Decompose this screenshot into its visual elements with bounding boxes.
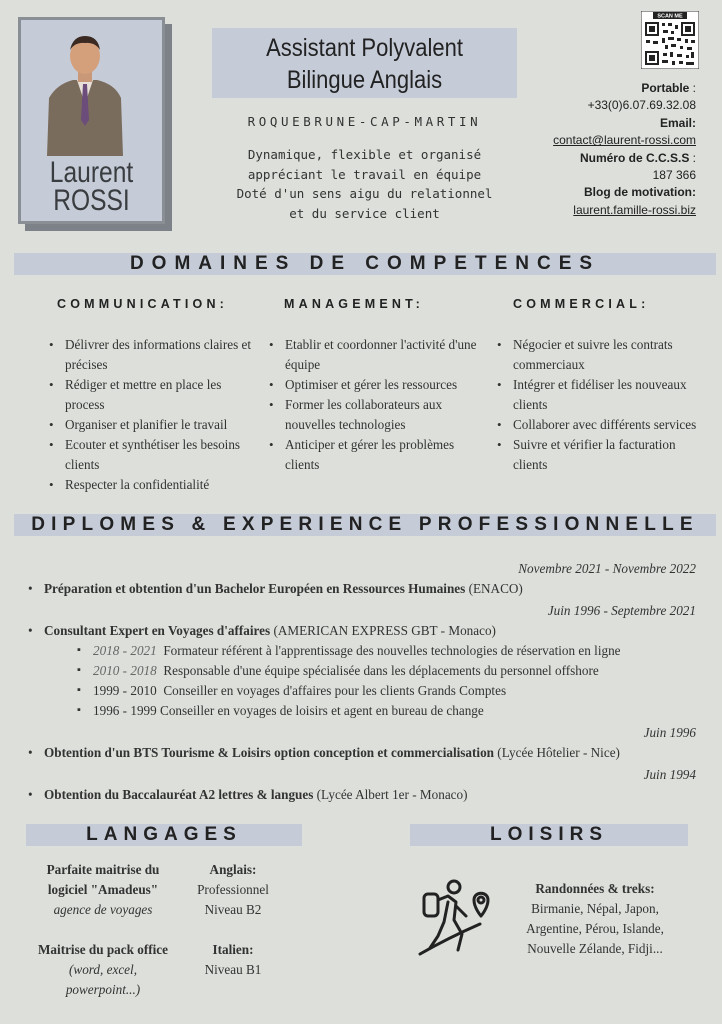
italian-skill xyxy=(180,940,286,980)
experience-sub-item xyxy=(93,643,621,659)
hobbies-line: Argentine, Pérou, Islande, xyxy=(526,921,664,936)
sub-years: 2010 - 2018 xyxy=(93,663,157,678)
entry-date: Juin 1996 - Septembre 2021 xyxy=(547,603,696,618)
entry-title: Obtention du Baccalauréat A2 lettres & langues xyxy=(44,787,314,802)
experience-title: DIPLOMES & EXPERIENCE PROFESSIONNELLE xyxy=(31,514,699,535)
list-item: • Anticiper et gérer les problèmes clients xyxy=(268,435,478,475)
experience-entry xyxy=(44,745,620,761)
experience-entry xyxy=(44,581,523,597)
amadeus-line: logiciel "Amadeus" xyxy=(47,882,159,897)
entry-date: Juin 1996 xyxy=(643,725,696,740)
languages-title: LANGAGES xyxy=(26,824,302,846)
skills-heading-management: MANAGEMENT: xyxy=(284,297,424,311)
hobbies-title: LOISIRS xyxy=(410,824,688,846)
phone-label: Portable xyxy=(641,81,690,95)
email-link[interactable]: contact@laurent-rossi.com xyxy=(553,133,696,148)
experience-sub-item xyxy=(93,703,484,719)
entry-date: Juin 1994 xyxy=(643,767,696,782)
qr-code-icon[interactable] xyxy=(641,11,699,69)
entry-date: Novembre 2021 - Novembre 2022 xyxy=(518,561,696,576)
profile-photo-frame xyxy=(18,17,165,224)
tagline xyxy=(212,145,517,223)
hobbies-description xyxy=(510,879,680,959)
hiker-icon xyxy=(410,878,500,960)
blog-link[interactable]: laurent.famille-rossi.biz xyxy=(573,202,696,217)
blog-label: Blog de motivation: xyxy=(584,185,696,200)
office-skill xyxy=(25,940,181,1000)
entry-place: (AMERICAN EXPRESS GBT - Monaco) xyxy=(270,623,496,638)
amadeus-skill xyxy=(25,860,181,920)
list-item: • Etablir et coordonner l'activité d'une équipe xyxy=(268,335,478,375)
list-item: • Ecouter et synthétiser les besoins clients xyxy=(48,435,253,475)
sub-years: 2018 - 2021 xyxy=(93,643,157,658)
tagline-line: Doté d'un sens aigu du relationnel xyxy=(236,186,493,201)
experience-sub-item xyxy=(93,663,599,679)
list-item: • Organiser et planifier le travail xyxy=(48,415,253,435)
job-title-line1: Assistant Polyvalent xyxy=(266,34,463,62)
hobbies-line: Birmanie, Népal, Japon, xyxy=(531,901,659,916)
hobbies-line: Nouvelle Zélande, Fidji... xyxy=(527,941,663,956)
skills-title: DOMAINES DE COMPETENCES xyxy=(129,253,601,274)
english-skill xyxy=(180,860,286,920)
tagline-line: Dynamique, flexible et organisé xyxy=(247,147,482,162)
english-line: Professionnel xyxy=(197,882,269,897)
list-item: • Délivrer des informations claires et précises xyxy=(48,335,253,375)
italian-line: Niveau B1 xyxy=(204,962,262,977)
experience-entry xyxy=(44,623,496,639)
office-line: Maitrise du pack office xyxy=(37,942,169,957)
sub-text: Conseiller en voyages de loisirs et agent en bureau de change xyxy=(160,703,484,718)
list-item: • Collaborer avec différents services xyxy=(496,415,701,435)
skills-list-management xyxy=(268,335,478,475)
italian-line: Italien: xyxy=(212,942,254,957)
phone-number[interactable]: +33(0)6.07.69.32.08 xyxy=(587,98,696,113)
job-title-line2: Bilingue Anglais xyxy=(286,66,443,94)
amadeus-line: agence de voyages xyxy=(53,902,153,917)
entry-place: (Lycée Albert 1er - Monaco) xyxy=(313,787,468,802)
sub-years: 1996 - 1999 xyxy=(93,703,157,718)
list-item: • Suivre et vérifier la facturation clients xyxy=(496,435,701,475)
list-item: • Former les collaborateurs aux nouvelles technologies xyxy=(268,395,478,435)
experience-entry xyxy=(44,787,468,803)
tagline-line: appréciant le travail en équipe xyxy=(247,166,482,182)
english-line: Anglais: xyxy=(209,862,257,877)
list-item: • Optimiser et gérer les ressources xyxy=(268,375,478,395)
office-line: (word, excel, xyxy=(69,962,137,977)
list-item: • Intégrer et fidéliser les nouveaux clients xyxy=(496,375,701,415)
last-name: ROSSI xyxy=(53,184,130,217)
entry-title: Préparation et obtention d'un Bachelor Européen en Ressources Humaines xyxy=(44,581,466,596)
qr-scan-label: SCAN ME xyxy=(657,13,683,20)
entry-place: (ENACO) xyxy=(465,581,523,596)
tagline-line: et du service client xyxy=(289,205,440,221)
sub-text: Conseiller en voyages d'affaires pour les clients Grands Comptes xyxy=(163,683,507,698)
skills-list-commercial xyxy=(496,335,701,475)
profile-photo xyxy=(43,28,127,156)
list-item: • Rédiger et mettre en place les process xyxy=(48,375,253,415)
email-label: Email: xyxy=(659,115,696,130)
list-item: • Respecter la confidentialité xyxy=(48,475,253,495)
ccss-number: 187 366 xyxy=(652,168,696,183)
english-line: Niveau B2 xyxy=(204,902,262,917)
city: ROQUEBRUNE-CAP-MARTIN xyxy=(247,114,482,129)
entry-title: Obtention d'un BTS Tourisme & Loisirs option conception et commercialisation xyxy=(44,745,494,760)
first-name: Laurent xyxy=(49,156,134,189)
skills-list-communication xyxy=(48,335,253,495)
entry-place: (Lycée Hôtelier - Nice) xyxy=(494,745,620,760)
office-line: powerpoint...) xyxy=(65,982,141,997)
amadeus-line: Parfaite maitrise du xyxy=(46,862,160,877)
sub-text: Formateur référent à l'apprentissage des nouvelles technologies de réservation en ligne xyxy=(163,643,621,658)
hobbies-heading: Randonnées & treks: xyxy=(535,881,655,896)
list-item: • Négocier et suivre les contrats commerciaux xyxy=(496,335,701,375)
contact-block: Portable : +33(0)6.07.69.32.08 Email: contact@laurent-rossi.com Numéro de C.C.S.S : 187 366 Blog de motivation: laurent.famille-rossi.biz xyxy=(486,80,696,219)
sub-years: 1999 - 2010 xyxy=(93,683,157,698)
entry-title: Consultant Expert en Voyages d'affaires xyxy=(44,623,271,638)
skills-heading-communication: COMMUNICATION: xyxy=(57,297,229,311)
experience-sub-item xyxy=(93,683,506,699)
ccss-label: Numéro de C.C.S.S xyxy=(579,150,690,165)
job-title-box xyxy=(212,28,517,98)
sub-text: Responsable d'une équipe spécialisée dans les déplacements du personnel offshore xyxy=(163,663,599,678)
skills-heading-commercial: COMMERCIAL: xyxy=(513,297,650,311)
